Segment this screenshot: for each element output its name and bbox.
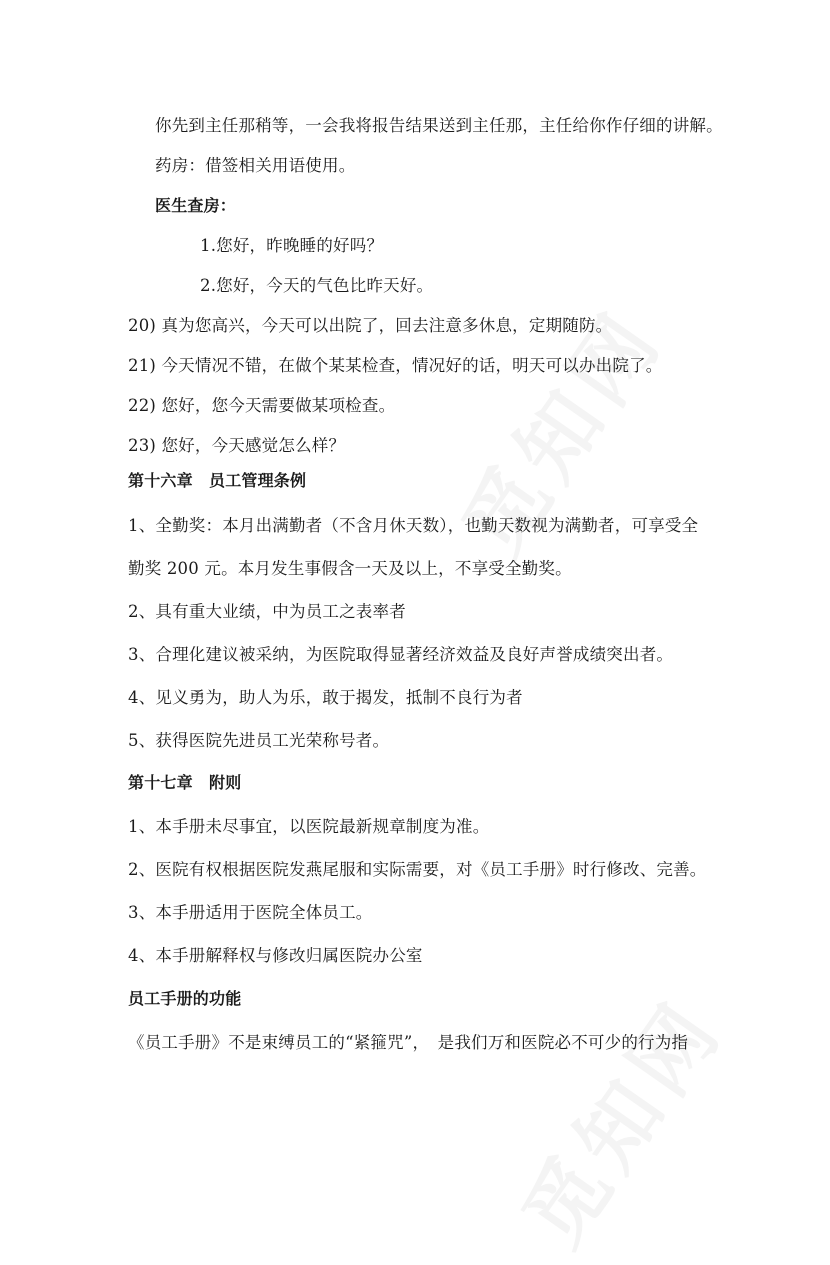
list-item: 2、医院有权根据医院发燕尾服和实际需要，对《员工手册》时行修改、完善。	[128, 860, 707, 879]
list-item: 5、获得医院先进员工光荣称号者。	[128, 731, 390, 750]
list-item: 2、具有重大业绩，中为员工之表率者	[128, 602, 406, 621]
list-item: 21) 今天情况不错，在做个某某检查，情况好的话，明天可以办出院了。	[128, 356, 663, 375]
list-item: 1、本手册未尽事宜，以医院最新规章制度为准。	[128, 817, 490, 836]
list-item: 3、本手册适用于医院全体员工。	[128, 903, 373, 922]
section-heading: 员工手册的功能	[128, 989, 242, 1008]
paragraph-line: 你先到主任那稍等，一会我将报告结果送到主任那，主任给你作仔细的讲解。	[155, 116, 723, 135]
paragraph-line: 《员工手册》不是束缚员工的“紧箍咒”， 是我们万和医院必不可少的行为指	[128, 1033, 689, 1052]
list-item-continuation: 勤奖 200 元。本月发生事假含一天及以上，不享受全勤奖。	[128, 559, 572, 578]
list-item: 22) 您好，您今天需要做某项检查。	[128, 396, 396, 415]
list-item: 3、合理化建议被采纳，为医院取得显著经济效益及良好声誉成绩突出者。	[128, 645, 674, 664]
list-item: 4、见义勇为，助人为乐，敢于揭发，抵制不良行为者	[128, 688, 523, 707]
list-item: 4、本手册解释权与修改归属医院办公室	[128, 946, 423, 965]
list-item: 20) 真为您高兴，今天可以出院了，回去注意多休息，定期随防。	[128, 316, 613, 335]
paragraph-line: 药房：借签相关用语使用。	[155, 156, 356, 175]
list-item: 23) 您好，今天感觉怎么样？	[128, 436, 346, 455]
watermark-bottom	[491, 972, 745, 1265]
subheading: 医生查房：	[155, 196, 237, 215]
chapter-heading: 第十六章 员工管理条例	[128, 471, 307, 490]
list-item: 2.您好，今天的气色比昨天好。	[200, 276, 434, 295]
list-item: 1.您好，昨晚睡的好吗？	[200, 236, 384, 255]
list-item: 1、全勤奖：本月出满勤者（不含月休天数），也勤天数视为满勤者，可享受全	[128, 516, 699, 535]
chapter-heading: 第十七章 附则	[128, 773, 242, 792]
